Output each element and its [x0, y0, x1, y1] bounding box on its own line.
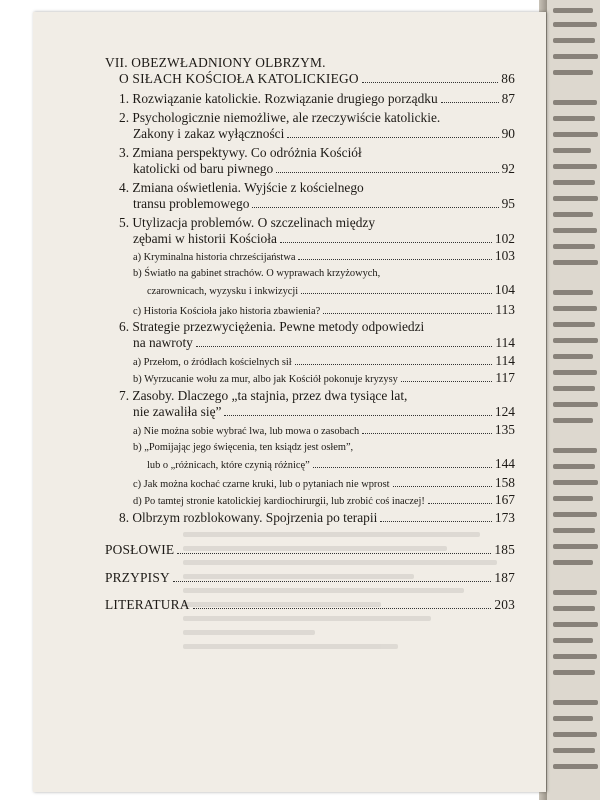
toc-entry-title: 4. Zmiana oświetlenia. Wyjście z kościelnego [119, 180, 364, 195]
toc-entry [105, 388, 515, 420]
toc-section [105, 542, 515, 558]
toc-subentry-title: a) Kryminalna historia chrześcijaństwa [133, 252, 296, 263]
toc-subentry-title: b) „Pomijając jego święcenia, ten ksiądz jest osłem”, [133, 442, 354, 453]
toc-entry [105, 180, 515, 212]
toc-subentry-title: c) Historia Kościoła jako historia zbawienia? [133, 306, 321, 317]
toc-subentry-title: b) Wyrzucanie wołu za mur, albo jak Kościół pokonuje kryzysy [133, 374, 398, 385]
toc-page-number: 102 [494, 231, 515, 246]
toc-subentry-title-cont: lub o „różnicach, które czynią różnicę” [147, 460, 310, 471]
toc-page-number: 117 [495, 370, 515, 385]
toc-entry [105, 145, 515, 177]
toc-page-number: 113 [495, 302, 515, 317]
toc-subentry [105, 353, 515, 371]
toc-entry [105, 91, 515, 107]
toc-subentry-title: a) Nie można sobie wybrać lwa, lub mowa o zasobach [133, 426, 360, 437]
toc-entry [105, 510, 515, 526]
toc-entry-title-cont: transu problemowego [133, 196, 250, 211]
adjacent-page-edge [547, 0, 600, 800]
toc-page-number: 158 [494, 475, 515, 490]
toc-entry-title: 2. Psychologicznie niemożliwe, ale rzeczywiście katolickie. [119, 110, 441, 125]
toc-entry [105, 215, 515, 247]
toc-subentry [105, 492, 515, 510]
toc-page-number: 103 [494, 248, 515, 263]
toc-page-number: 203 [494, 597, 515, 612]
toc-subentry [105, 248, 515, 266]
toc-entry-title: 3. Zmiana perspektywy. Co odróżnia Kościół [119, 145, 362, 160]
toc-entry-title-cont: Zakony i zakaz wyłączności [133, 126, 285, 141]
toc-entry [105, 110, 515, 142]
toc-entry [105, 319, 515, 351]
show-through-text [183, 532, 513, 712]
toc-page-number: 124 [494, 404, 515, 419]
toc-chapter-heading [105, 55, 515, 87]
toc-entry-title: 7. Zasoby. Dlaczego „ta stajnia, przez dwa tysiące lat, [119, 388, 408, 403]
toc-subentry-title: d) Po tamtej stronie katolickiej kardiochirurgii, lub zrobić coś inaczej! [133, 496, 425, 507]
toc-entry-title: 1. Rozwiązanie katolickie. Rozwiązanie drugiego porządku [119, 91, 438, 106]
toc-subentry [105, 302, 515, 320]
toc-subentry [105, 440, 515, 474]
toc-subentry-title: a) Przełom, o źródłach kościelnych sił [133, 357, 292, 368]
toc-entry-title-cont: na nawroty [133, 335, 193, 350]
toc-page-number: 185 [494, 542, 515, 557]
toc-page-number: 104 [494, 282, 515, 297]
toc-subentry [105, 266, 515, 300]
toc-page-number: 144 [494, 456, 515, 471]
toc-entry-title-cont: katolicki od baru piwnego [133, 161, 274, 176]
toc-subentry [105, 475, 515, 493]
toc-subentry [105, 422, 515, 440]
toc-page-number: 92 [501, 161, 515, 176]
toc-page-number: 90 [501, 126, 515, 141]
toc-section-title: POSŁOWIE [105, 542, 175, 557]
toc-entry-title-cont: zębami w historii Kościoła [133, 231, 277, 246]
toc-entry-title: 8. Olbrzym rozblokowany. Spojrzenia po terapii [119, 510, 378, 525]
toc-page-number: 87 [501, 91, 515, 106]
toc-page-number: 167 [494, 492, 515, 507]
toc-chapter-line2: O SIŁACH KOŚCIOŁA KATOLICKIEGO [119, 71, 359, 86]
toc-page-number: 187 [494, 570, 515, 585]
toc-chapter-line1: VII. OBEZWŁADNIONY OLBRZYM. [105, 55, 326, 70]
toc-subentry-title-cont: czarownicach, wyzysku i inkwizycji [147, 286, 299, 297]
toc-page-number: 114 [495, 353, 515, 368]
toc-page-number: 86 [501, 71, 515, 86]
toc-section-title: PRZYPISY [105, 570, 170, 585]
toc-page-number: 135 [494, 422, 515, 437]
toc-entry-title: 5. Utylizacja problemów. O szczelinach między [119, 215, 376, 230]
toc-section [105, 597, 515, 613]
toc-page-number: 95 [501, 196, 515, 211]
toc-subentry [105, 370, 515, 388]
toc-entry-title-cont: nie zawaliła się” [133, 404, 222, 419]
toc-entry-title: 6. Strategie przezwyciężenia. Pewne metody odpowiedzi [119, 319, 425, 334]
toc-section [105, 570, 515, 586]
toc-page-number: 173 [494, 510, 515, 525]
toc-subentry-title: b) Światło na gabinet strachów. O wyprawach krzyżowych, [133, 268, 381, 279]
toc-page-number: 114 [495, 335, 515, 350]
toc-subentry-title: c) Jak można kochać czarne kruki, lub o pytaniach nie wprost [133, 479, 390, 490]
toc-section-title: LITERATURA [105, 597, 190, 612]
